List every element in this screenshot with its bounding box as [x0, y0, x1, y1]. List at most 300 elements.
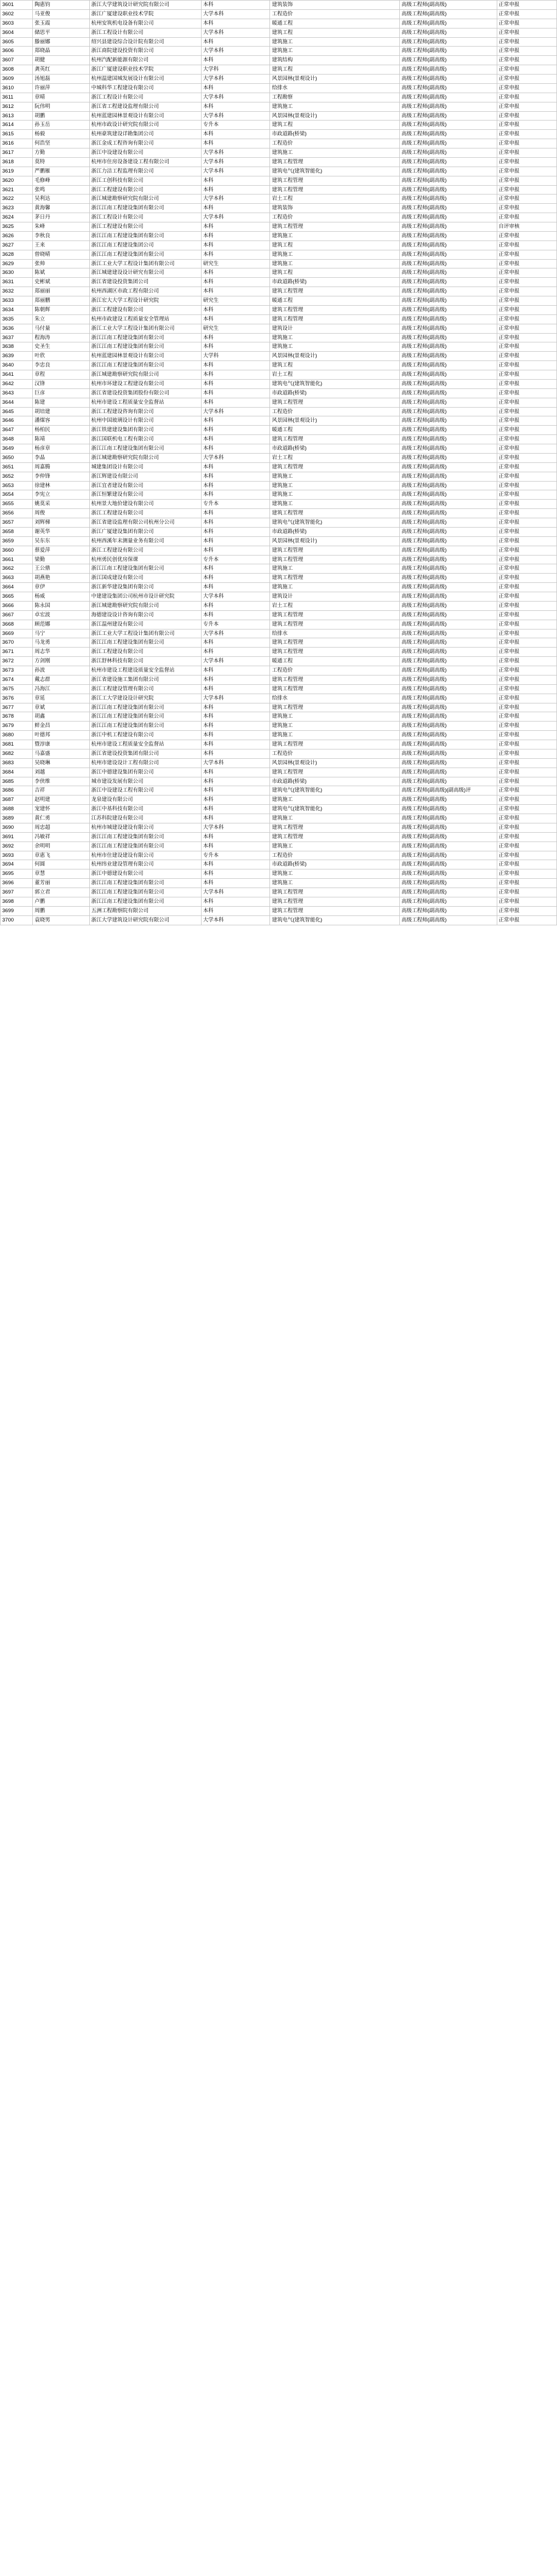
row-index: 3676 [1, 694, 33, 703]
work-unit: 杭州市政设计研究院有限公司 [89, 121, 201, 130]
title-name: 高级工程师(副高级) [400, 9, 497, 19]
row-index: 3613 [1, 111, 33, 121]
title-name: 高级工程师(副高级) [400, 111, 497, 121]
title-name: 高级工程师(副高级) [400, 490, 497, 500]
table-row [1, 703, 557, 712]
review-status: 正常申报 [497, 314, 557, 324]
applicant-name: 曾晓晴 [33, 250, 90, 259]
work-unit: 浙江江南工程建设集团有限公司 [89, 204, 201, 213]
qualification-type: 本科 [201, 546, 270, 555]
qualification-type: 大学科 [201, 352, 270, 361]
title-name: 高级工程师(副高级) [400, 610, 497, 620]
review-status: 正常申报 [497, 121, 557, 130]
qualification-type: 大学本科 [201, 157, 270, 167]
qualification-type: 本科 [201, 722, 270, 731]
row-index: 3680 [1, 731, 33, 740]
title-name: 高级工程师(副高级) [400, 869, 497, 879]
title-name: 高级工程师(副高级) [400, 684, 497, 694]
title-name: 高级工程师(副高级) [400, 592, 497, 602]
row-index: 3647 [1, 426, 33, 435]
work-unit: 浙江工程建设管理有限公司 [89, 684, 201, 694]
applicant-name: 李侠维 [33, 777, 90, 786]
table-row [1, 111, 557, 121]
review-status: 正常申报 [497, 93, 557, 102]
row-index: 3692 [1, 842, 33, 851]
applicant-name: 王公鼎 [33, 564, 90, 574]
applicant-name: 刘辉梯 [33, 518, 90, 528]
applicant-name: 滕丽娜 [33, 37, 90, 47]
review-status: 正常申报 [497, 768, 557, 777]
qualification-type: 研究生 [201, 259, 270, 268]
work-unit: 杭州中国玻璃设计有限公司 [89, 416, 201, 426]
row-index: 3675 [1, 684, 33, 694]
table-row [1, 167, 557, 176]
title-name: 高级工程师(副高级) [400, 388, 497, 398]
review-status: 正常申报 [497, 157, 557, 167]
row-index: 3660 [1, 546, 33, 555]
work-unit: 浙江国成建设有限公司 [89, 574, 201, 583]
table-row [1, 694, 557, 703]
row-index: 3606 [1, 47, 33, 56]
work-unit: 杭州市环建设工程建设有限公司 [89, 379, 201, 388]
applicant-name: 潘煤容 [33, 416, 90, 426]
document-page [0, 0, 557, 925]
table-row [1, 65, 557, 75]
applicant-name: 许丽萍 [33, 83, 90, 93]
table-row [1, 583, 557, 592]
row-index: 3604 [1, 28, 33, 37]
review-status: 正常申报 [497, 722, 557, 731]
table-row [1, 610, 557, 620]
table-row [1, 897, 557, 906]
work-unit: 浙江中设建设工程有限公司 [89, 786, 201, 795]
work-unit: 浙江江南工程建设集团有限公司 [89, 564, 201, 574]
work-unit: 浙江江南工程建设集团有限公司 [89, 250, 201, 259]
work-unit: 浙江工程设计有限公司 [89, 93, 201, 102]
table-row [1, 342, 557, 352]
table-row [1, 407, 557, 416]
title-name: 高级工程师(副高级) [400, 703, 497, 712]
row-index: 3673 [1, 666, 33, 676]
qualification-type: 大学本科 [201, 629, 270, 638]
work-unit: 浙江江南工程建设集团有限公司 [89, 638, 201, 648]
qualification-type: 本科 [201, 564, 270, 574]
qualification-type: 大学本科 [201, 194, 270, 204]
table-row [1, 768, 557, 777]
review-status: 正常申报 [497, 869, 557, 879]
review-status: 正常申报 [497, 648, 557, 657]
qualification-type: 本科 [201, 426, 270, 435]
qualification-type: 本科 [201, 139, 270, 148]
qualification-type: 大学本科 [201, 148, 270, 158]
major: 建筑装饰 [270, 1, 400, 10]
qualification-type: 本科 [201, 83, 270, 93]
major: 建筑工程管理 [270, 906, 400, 915]
applicant-name: 李秋良 [33, 231, 90, 241]
row-index: 3695 [1, 869, 33, 879]
review-status: 正常申报 [497, 684, 557, 694]
major: 风景园林(景观设计) [270, 416, 400, 426]
row-index: 3659 [1, 536, 33, 546]
table-row [1, 777, 557, 786]
title-name: 高级工程师(副高级) [400, 314, 497, 324]
major: 工程造价 [270, 139, 400, 148]
title-name: 高级工程师(副高级) [400, 416, 497, 426]
applicant-name: 叶欣 [33, 352, 90, 361]
row-index: 3697 [1, 888, 33, 897]
title-name: 高级工程师(副高级) [400, 768, 497, 777]
applicant-name: 余明明 [33, 842, 90, 851]
major: 暖通工程 [270, 296, 400, 306]
review-status: 正常申报 [497, 629, 557, 638]
review-status: 正常申报 [497, 259, 557, 268]
review-status: 正常申报 [497, 75, 557, 84]
title-name: 高级工程师(副高级) [400, 305, 497, 314]
title-name: 高级工程师(副高级) [400, 555, 497, 564]
review-status: 正常申报 [497, 19, 557, 28]
row-index: 3616 [1, 139, 33, 148]
review-status: 正常申报 [497, 906, 557, 915]
table-row [1, 121, 557, 130]
applicant-name: 卓宏波 [33, 610, 90, 620]
work-unit: 浙江中设建设有限公司 [89, 148, 201, 158]
qualification-type: 专升本 [201, 620, 270, 629]
major: 风景园林(景观设计) [270, 536, 400, 546]
review-status: 正常申报 [497, 786, 557, 795]
row-index: 3630 [1, 268, 33, 278]
review-status: 正常申报 [497, 795, 557, 805]
row-index: 3623 [1, 204, 33, 213]
title-name: 高级工程师(副高级) [400, 509, 497, 518]
applicant-name: 毛修峰 [33, 176, 90, 185]
applicant-name: 郑晓晶 [33, 47, 90, 56]
table-row [1, 28, 557, 37]
row-index: 3639 [1, 352, 33, 361]
qualification-type: 本科 [201, 832, 270, 842]
work-unit: 浙江舒林科技有限公司 [89, 657, 201, 666]
title-name: 高级工程师(副高级) [400, 157, 497, 167]
title-name: 高级工程师(副高级) [400, 379, 497, 388]
qualification-type: 大学本科 [201, 915, 270, 925]
review-status: 正常申报 [497, 268, 557, 278]
title-name: 高级工程师(副高级) [400, 333, 497, 342]
review-status: 正常申报 [497, 860, 557, 869]
major: 市政道路(桥梁) [270, 527, 400, 536]
major: 建筑工程管理 [270, 610, 400, 620]
applicant-name: 杨威 [33, 592, 90, 602]
review-status: 正常申报 [497, 435, 557, 444]
work-unit: 浙江温州建设有限公司 [89, 620, 201, 629]
work-unit: 杭州景大地价建设有限公司 [89, 500, 201, 509]
table-row [1, 157, 557, 167]
work-unit: 浙江省工程建设监理有限公司 [89, 102, 201, 111]
title-name: 高级工程师(副高级) [400, 758, 497, 768]
review-status: 正常申报 [497, 472, 557, 481]
row-index: 3618 [1, 157, 33, 167]
applicant-name: 龚英红 [33, 65, 90, 75]
review-status: 正常申报 [497, 102, 557, 111]
table-row [1, 241, 557, 250]
review-status: 正常申报 [497, 527, 557, 536]
applicant-name: 胡健 [33, 56, 90, 65]
major: 建筑施工 [270, 500, 400, 509]
work-unit: 江苏科院建设有限公司 [89, 814, 201, 823]
work-unit: 浙江工程建设咨询有限公司 [89, 407, 201, 416]
applicant-name: 赵明建 [33, 795, 90, 805]
row-index: 3621 [1, 185, 33, 194]
work-unit: 浙江城建勘察研究院有限公司 [89, 453, 201, 462]
table-row [1, 842, 557, 851]
qualification-type: 大学本科 [201, 47, 270, 56]
applicant-name: 周忠超 [33, 823, 90, 832]
major: 建筑电气(建筑智能化) [270, 805, 400, 814]
applicant-name: 吴利达 [33, 194, 90, 204]
qualification-type: 本科 [201, 435, 270, 444]
table-row [1, 176, 557, 185]
row-index: 3671 [1, 648, 33, 657]
title-name: 高级工程师(副高级) [400, 287, 497, 296]
qualification-type: 本科 [201, 740, 270, 749]
applicant-name: 杨彦章 [33, 444, 90, 454]
title-name: 高级工程师(副高级) [400, 222, 497, 232]
table-row [1, 102, 557, 111]
work-unit: 浙江江南工程建设集团有限公司 [89, 897, 201, 906]
review-status: 正常申报 [497, 296, 557, 306]
work-unit: 浙江铁建建设集团有限公司 [89, 426, 201, 435]
title-name: 高级工程师(副高级) [400, 370, 497, 380]
table-row [1, 832, 557, 842]
table-row [1, 823, 557, 832]
major: 风景园林(景观设计) [270, 352, 400, 361]
major: 建筑施工 [270, 583, 400, 592]
row-index: 3649 [1, 444, 33, 454]
major: 市政道路(桥梁) [270, 444, 400, 454]
qualification-type: 大学本科 [201, 407, 270, 416]
applicant-name: 马嘉盛 [33, 749, 90, 758]
qualification-type: 本科 [201, 666, 270, 676]
work-unit: 浙江大学建筑设计研究院有限公司 [89, 1, 201, 10]
row-index: 3637 [1, 333, 33, 342]
major: 建筑工程管理 [270, 555, 400, 564]
row-index: 3684 [1, 768, 33, 777]
qualification-type: 本科 [201, 185, 270, 194]
applicant-name: 顾范娜 [33, 620, 90, 629]
applicant-name: 何圆 [33, 860, 90, 869]
applicant-name: 章慧 [33, 869, 90, 879]
major: 建筑工程 [270, 241, 400, 250]
applicant-name: 李宪立 [33, 490, 90, 500]
qualification-type: 专升本 [201, 851, 270, 860]
row-index: 3698 [1, 897, 33, 906]
major: 建筑工程 [270, 268, 400, 278]
row-index: 3655 [1, 500, 33, 509]
review-status: 正常申报 [497, 194, 557, 204]
row-index: 3700 [1, 915, 33, 925]
major: 建筑工程 [270, 28, 400, 37]
work-unit: 杭州汽配新能源有限公司 [89, 56, 201, 65]
table-row [1, 296, 557, 306]
work-unit: 龙泉建设有限公司 [89, 795, 201, 805]
work-unit: 浙江江南工程建设集团有限公司 [89, 722, 201, 731]
row-index: 3694 [1, 860, 33, 869]
table-row [1, 19, 557, 28]
qualification-type: 本科 [201, 731, 270, 740]
major: 建筑工程管理 [270, 222, 400, 232]
work-unit: 浙江商院建设投资有限公司 [89, 47, 201, 56]
table-row [1, 426, 557, 435]
row-index: 3636 [1, 324, 33, 333]
applicant-name: 冯敏祥 [33, 832, 90, 842]
major: 建筑施工 [270, 47, 400, 56]
row-index: 3631 [1, 278, 33, 287]
title-name: 高级工程师(副高级) [400, 407, 497, 416]
applicant-name: 陶惠钧 [33, 1, 90, 10]
review-status: 正常申报 [497, 407, 557, 416]
row-index: 3693 [1, 851, 33, 860]
qualification-type: 本科 [201, 287, 270, 296]
qualification-type: 本科 [201, 842, 270, 851]
row-index: 3627 [1, 241, 33, 250]
table-row [1, 9, 557, 19]
row-index: 3624 [1, 213, 33, 222]
major: 建筑装饰 [270, 204, 400, 213]
review-status: 正常申报 [497, 28, 557, 37]
table-row [1, 444, 557, 454]
qualification-type: 研究生 [201, 296, 270, 306]
title-name: 高级工程师(副高级) [400, 795, 497, 805]
review-status: 正常申报 [497, 832, 557, 842]
applicant-name: 莫特 [33, 157, 90, 167]
work-unit: 杭州西湖区市政工程有限公司 [89, 287, 201, 296]
table-row [1, 361, 557, 370]
table-row [1, 869, 557, 879]
row-index: 3641 [1, 370, 33, 380]
review-status: 正常申报 [497, 481, 557, 490]
row-index: 3607 [1, 56, 33, 65]
work-unit: 绍兴县建设综合设计院有限公司 [89, 37, 201, 47]
row-index: 3686 [1, 786, 33, 795]
title-name: 高级工程师(副高级) [400, 500, 497, 509]
major: 风景园林(景观设计) [270, 75, 400, 84]
table-row [1, 490, 557, 500]
applicant-name: 陈朝辉 [33, 305, 90, 314]
review-status: 正常申报 [497, 213, 557, 222]
row-index: 3650 [1, 453, 33, 462]
title-name: 高级工程师(副高级) [400, 518, 497, 528]
major: 建筑工程管理 [270, 462, 400, 472]
major: 建筑工程管理 [270, 888, 400, 897]
work-unit: 浙江工大学建设设计研究院 [89, 694, 201, 703]
work-unit: 五洲工程勘察院有限公司 [89, 906, 201, 915]
row-index: 3611 [1, 93, 33, 102]
review-status: 正常申报 [497, 592, 557, 602]
title-name: 高级工程师(副高级) [400, 814, 497, 823]
work-unit: 浙江大学建筑设计研究院有限公司 [89, 915, 201, 925]
review-status: 正常申报 [497, 694, 557, 703]
applicant-name: 黄仁勇 [33, 814, 90, 823]
review-status: 正常申报 [497, 176, 557, 185]
row-index: 3651 [1, 462, 33, 472]
review-status: 正常申报 [497, 915, 557, 925]
applicant-name: 郑丽鹏 [33, 296, 90, 306]
applicant-name: 章伊 [33, 583, 90, 592]
work-unit: 浙江江南工程建设集团有限公司 [89, 444, 201, 454]
work-unit: 中建建设集团公司杭州市设计研究院 [89, 592, 201, 602]
review-status: 自评审核 [497, 222, 557, 232]
applicant-name: 陈斌 [33, 268, 90, 278]
work-unit: 浙江城建勘察研究院有限公司 [89, 601, 201, 610]
work-unit: 杭州西溪年末测量业务有限公司 [89, 536, 201, 546]
review-status: 正常申报 [497, 564, 557, 574]
table-row [1, 222, 557, 232]
row-index: 3634 [1, 305, 33, 314]
review-status: 正常申报 [497, 638, 557, 648]
applicant-name: 周俊 [33, 509, 90, 518]
table-row [1, 851, 557, 860]
qualification-type: 本科 [201, 416, 270, 426]
qualification-type: 本科 [201, 204, 270, 213]
major: 建筑设计 [270, 324, 400, 333]
review-status: 正常申报 [497, 426, 557, 435]
review-status: 正常申报 [497, 777, 557, 786]
major: 建筑施工 [270, 259, 400, 268]
title-name: 高级工程师(副高级) [400, 832, 497, 842]
review-status: 正常申报 [497, 241, 557, 250]
table-row [1, 324, 557, 333]
row-index: 3682 [1, 749, 33, 758]
row-index: 3601 [1, 1, 33, 10]
qualification-type: 本科 [201, 462, 270, 472]
table-row [1, 860, 557, 869]
row-index: 3622 [1, 194, 33, 204]
title-name: 高级工程师(副高级) [400, 19, 497, 28]
qualification-type: 本科 [201, 278, 270, 287]
table-row [1, 416, 557, 426]
applicant-name: 茅日丹 [33, 213, 90, 222]
row-index: 3602 [1, 9, 33, 19]
row-index: 3696 [1, 879, 33, 888]
applicant-name: 叶德邦 [33, 731, 90, 740]
row-index: 3658 [1, 527, 33, 536]
qualification-type: 本科 [201, 583, 270, 592]
work-unit: 浙江工程建设有限公司 [89, 546, 201, 555]
review-status: 正常申报 [497, 204, 557, 213]
major: 岩土工程 [270, 453, 400, 462]
row-index: 3681 [1, 740, 33, 749]
title-name: 高级工程师(副高级) [400, 65, 497, 75]
row-index: 3620 [1, 176, 33, 185]
row-index: 3605 [1, 37, 33, 47]
title-name: 高级工程师(副高级) [400, 278, 497, 287]
qualification-type: 本科 [201, 241, 270, 250]
row-index: 3663 [1, 574, 33, 583]
row-index: 3672 [1, 657, 33, 666]
work-unit: 海德建设设计咨询有限公司 [89, 610, 201, 620]
applicant-name: 蔡爱萍 [33, 546, 90, 555]
row-index: 3668 [1, 620, 33, 629]
qualification-type: 本科 [201, 379, 270, 388]
review-status: 正常申报 [497, 65, 557, 75]
title-name: 高级工程师(副高级) [400, 879, 497, 888]
qualification-type: 本科 [201, 472, 270, 481]
table-row [1, 231, 557, 241]
table-row [1, 370, 557, 380]
applicant-name: 张玉霞 [33, 19, 90, 28]
major: 建筑工程管理 [270, 703, 400, 712]
applicant-name: 张鸣 [33, 185, 90, 194]
work-unit: 浙江江南工程建设集团有限公司 [89, 333, 201, 342]
qualification-type: 本科 [201, 712, 270, 722]
